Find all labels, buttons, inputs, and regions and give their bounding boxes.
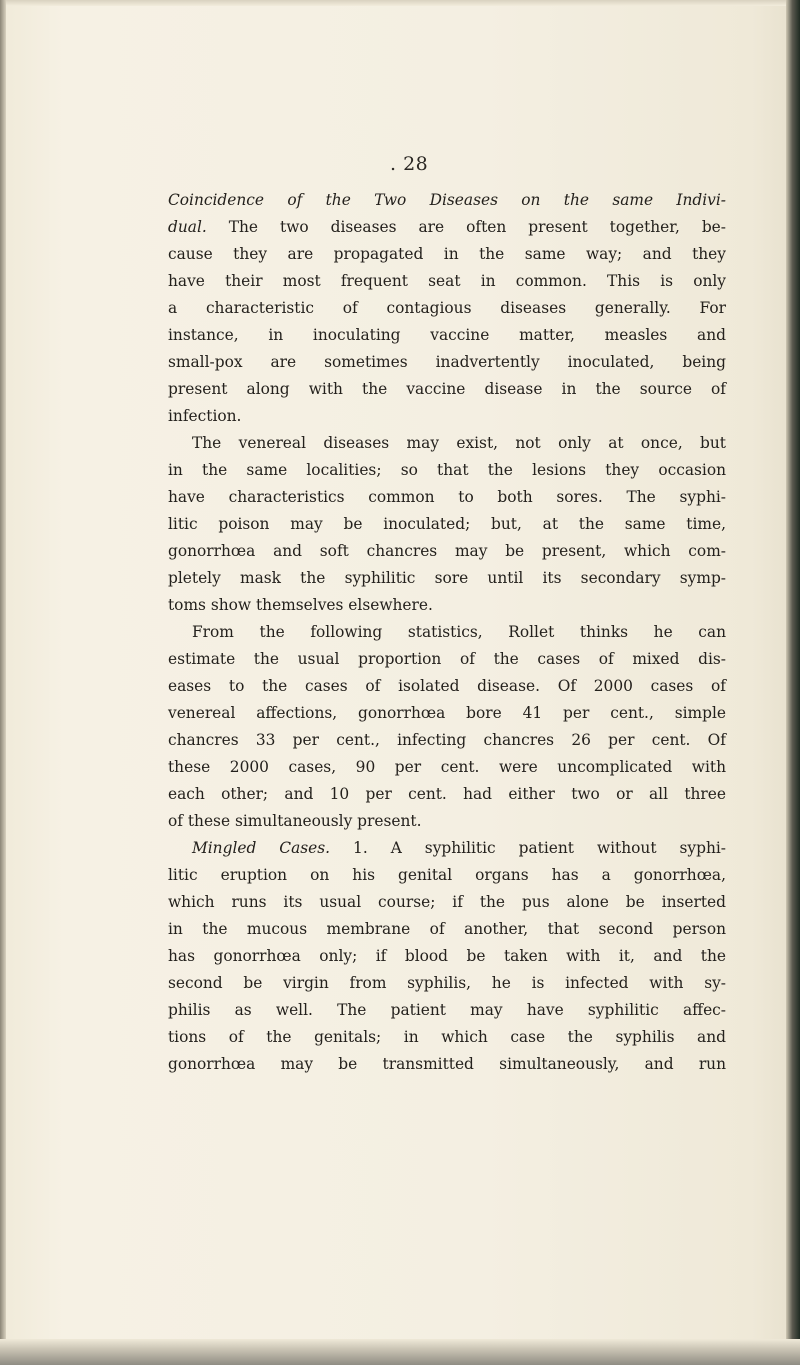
text-line: [168, 592, 726, 619]
line-text: in the same localities; so that the lesions they occasion: [168, 461, 726, 479]
line-text: small-pox are sometimes inadvertently inoculated, being: [168, 353, 726, 371]
text-line: [168, 943, 726, 970]
text-line: [168, 349, 726, 376]
text-line: [168, 862, 726, 889]
line-text: litic eruption on his genital organs has a gonorrhœa,: [168, 866, 726, 884]
text-line: [168, 322, 726, 349]
text-line: [168, 403, 726, 430]
line-text: have characteristics common to both sores. The syphi-: [168, 488, 726, 506]
italic-heading: dual.: [168, 218, 207, 236]
line-text: litic poison may be inoculated; but, at the same time,: [168, 515, 726, 533]
line-text: eases to the cases of isolated disease. Of 2000 cases of: [168, 677, 726, 695]
line-text: gonorrhœa and soft chancres may be present, which com-: [168, 542, 726, 560]
page-number: . 28: [390, 153, 429, 175]
text-line: [168, 619, 726, 646]
text-line: [168, 673, 726, 700]
line-text: The two diseases are often present together, be-: [206, 218, 726, 236]
line-text: estimate the usual proportion of the cases of mixed dis-: [168, 650, 726, 668]
line-text: cause they are propagated in the same way; and they: [168, 245, 726, 263]
line-text: have their most frequent seat in common. This is only: [168, 272, 726, 290]
line-text: a characteristic of contagious diseases generally. For: [168, 299, 726, 317]
line-text: 1. A syphilitic patient without syphi-: [330, 839, 726, 857]
text-line: [168, 889, 726, 916]
text-line: [168, 430, 726, 457]
line-text: chancres 33 per cent., infecting chancres 26 per cent. Of: [168, 731, 726, 749]
text-line: [168, 1051, 726, 1078]
line-text: which runs its usual course; if the pus alone be inserted: [168, 893, 726, 911]
line-text: of these simultaneously present.: [168, 812, 422, 830]
text-line: [168, 241, 726, 268]
text-line: [168, 808, 726, 835]
page-top-edge: [0, 0, 800, 6]
text-line: [168, 754, 726, 781]
text-line: [168, 457, 726, 484]
text-line: [168, 916, 726, 943]
text-line: [168, 268, 726, 295]
text-line: [168, 511, 726, 538]
page-bottom-edge: [0, 1339, 800, 1365]
text-line: [168, 727, 726, 754]
line-text: second be virgin from syphilis, he is infected with sy-: [168, 974, 726, 992]
text-line: [168, 781, 726, 808]
line-text: present along with the vaccine disease in the source of: [168, 380, 726, 398]
body-text: [168, 187, 726, 1078]
line-text: instance, in inoculating vaccine matter, measles and: [168, 326, 726, 344]
line-text: The venereal diseases may exist, not only at once, but: [192, 434, 726, 452]
line-text: toms show themselves elsewhere.: [168, 596, 433, 614]
line-text: pletely mask the syphilitic sore until its secondary symp-: [168, 569, 726, 587]
text-line: [168, 970, 726, 997]
italic-heading: Coincidence of the Two Diseases on the same Indivi-: [168, 191, 726, 209]
text-line: [168, 295, 726, 322]
text-line: [168, 1024, 726, 1051]
text-line: [168, 835, 726, 862]
line-text: each other; and 10 per cent. had either two or all three: [168, 785, 726, 803]
line-text: infection.: [168, 407, 242, 425]
text-line: [168, 376, 726, 403]
line-text: From the following statistics, Rollet thinks he can: [192, 623, 726, 641]
line-text: philis as well. The patient may have syphilitic affec-: [168, 1001, 726, 1019]
text-line: [168, 214, 726, 241]
text-line: [168, 646, 726, 673]
line-text: gonorrhœa may be transmitted simultaneously, and run: [168, 1055, 726, 1073]
line-text: has gonorrhœa only; if blood be taken with it, and the: [168, 947, 726, 965]
text-line: [168, 187, 726, 214]
line-text: tions of the genitals; in which case the syphilis and: [168, 1028, 726, 1046]
page-right-edge: [786, 0, 800, 1365]
line-text: these 2000 cases, 90 per cent. were uncomplicated with: [168, 758, 726, 776]
text-line: [168, 538, 726, 565]
text-line: [168, 997, 726, 1024]
text-line: [168, 565, 726, 592]
line-text: in the mucous membrane of another, that second person: [168, 920, 726, 938]
text-line: [168, 484, 726, 511]
italic-heading: Mingled Cases.: [192, 839, 331, 857]
page-left-edge: [0, 0, 6, 1365]
text-line: [168, 700, 726, 727]
line-text: venereal affections, gonorrhœa bore 41 per cent., simple: [168, 704, 726, 722]
